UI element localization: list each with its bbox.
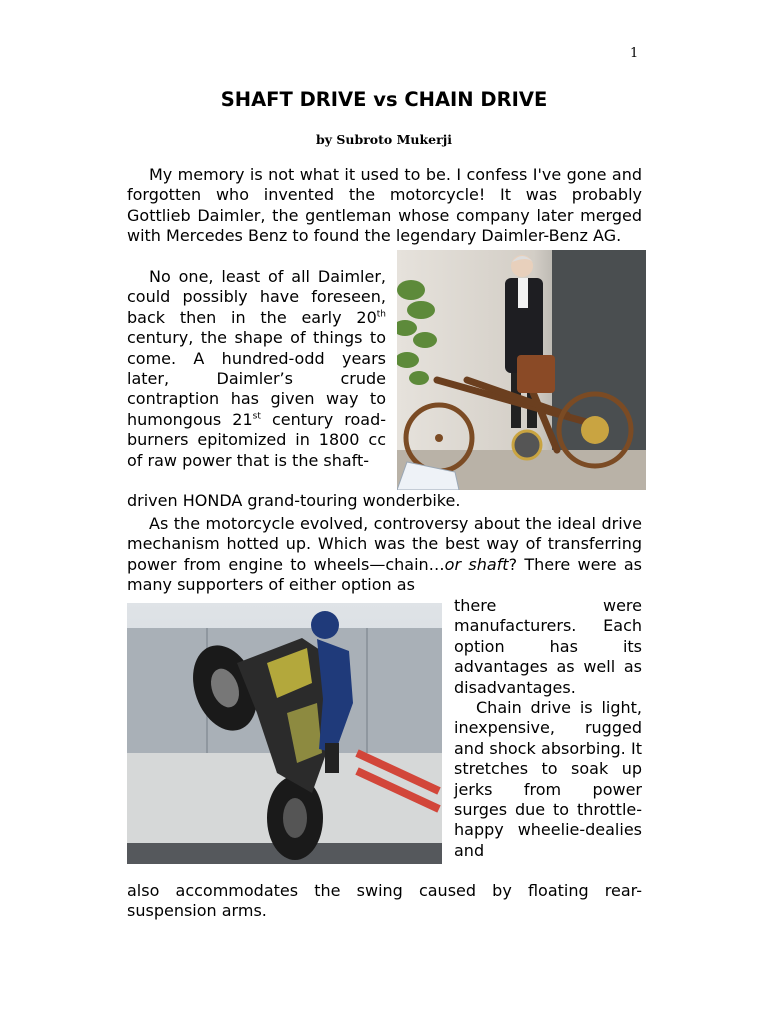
page-number: 1 <box>630 46 639 61</box>
paragraph-chain-drive: Chain drive is light, inexpensive, rugged and shock absorbing. It stretches to soak up jerks from power surges due to throttle-happy wheelie-dealies and <box>454 698 642 860</box>
paragraph-manufacturers: there were manufacturers. Each option has its advantages as well as disadvantages. <box>454 596 642 697</box>
paragraph-suspension: also accommodates the swing caused by floating rear-suspension arms. <box>127 881 642 921</box>
paragraph-intro: My memory is not what it used to be. I confess I've gone and forgotten who invented the motorcycle! It was probably Gottlieb Daimler, the gentleman whose company later merged with Mercedes Benz to found the legendary Daimler-Benz AG. <box>127 165 642 246</box>
superscript-th: th <box>376 309 386 320</box>
superscript-st: st <box>252 411 261 422</box>
honda-wheelie-photo <box>127 603 442 864</box>
paragraph-controversy-part-b: ? There were as many supporters of either option as <box>127 554 643 595</box>
emphasis-or-shaft: or shaft <box>444 554 509 574</box>
paragraph-daimler <box>127 267 386 471</box>
page-title: SHAFT DRIVE vs CHAIN DRIVE <box>220 88 548 111</box>
daimler-reitwagen-photo <box>397 250 646 490</box>
paragraph-controversy <box>127 514 642 596</box>
paragraph-daimler-part-b: century, the shape of things to come. A hundred-odd years later, Daimler’s crude contraption has given way to humongous 21 <box>127 328 386 429</box>
paragraph-daimler-part-c: century road-burners epitomized in 1800 cc of raw power that is the shaft- <box>127 409 386 470</box>
paragraph-daimler-end: driven HONDA grand-touring wonderbike. <box>127 491 461 510</box>
paragraph-controversy-part-a: As the motorcycle evolved, controversy about the ideal drive mechanism hotted up. Which was the best way of transferring power from engine to wheels—chain… <box>127 514 642 574</box>
author-byline: by Subroto Mukerji <box>316 132 452 147</box>
paragraph-daimler-part-a: No one, least of all Daimler, could possibly have foreseen, back then in the early 20 <box>127 267 386 327</box>
